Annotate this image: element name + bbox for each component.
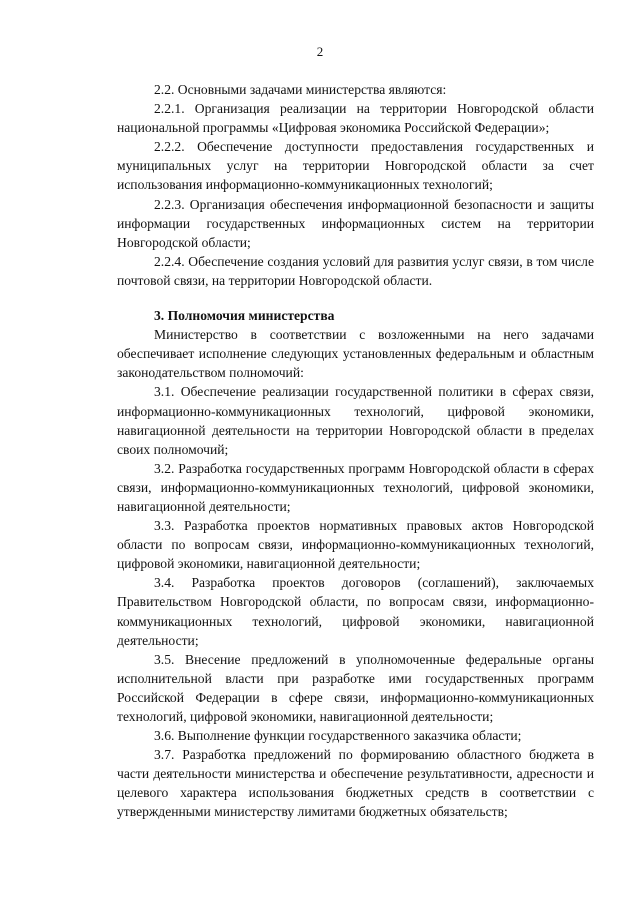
paragraph-3-4: 3.4. Разработка проектов договоров (соглашений), заключаемых Правительством Новгородской области, по вопросам связи, информационно-коммуникационных технологий, цифровой экономики, навигационной деятельности; <box>117 575 594 648</box>
paragraph-2-2: 2.2. Основными задачами министерства являются: <box>154 82 447 97</box>
paragraph-2-2-4: 2.2.4. Обеспечение создания условий для развития услуг связи, в том числе почтовой связи, на территории Новгородской области. <box>117 253 594 288</box>
paragraph-3-5: 3.5. Внесение предложений в уполномоченные федеральные органы исполнительной власти при разработке ими государственных программ Российской Федерации в сфере связи, информационно-коммуникационных технологий, цифровой экономики, навигационной деятельности; <box>117 651 594 724</box>
page-number: 2 <box>316 44 324 59</box>
paragraph-3-7: 3.7. Разработка предложений по формированию областного бюджета в части деятельности министерства и обеспечение результативности, адресности и целевого характера использования бюджетных средств в соответствии с утвержденными министерству лимитами бюджетных обязательств; <box>117 747 594 820</box>
paragraph-3-1: 3.1. Обеспечение реализации государственной политики в сферах связи, информационно-коммуникационных технологий, цифровой экономики, навигационной деятельности на территории Новгородской области в пределах своих полномочий; <box>117 384 594 457</box>
document-body <box>117 80 594 822</box>
paragraph-2-2-3: 2.2.3. Организация обеспечения информационной безопасности и защиты информации государственных информационных систем на территории Новгородской области; <box>117 196 594 250</box>
paragraph-2-2-2: 2.2.2. Обеспечение доступности предоставления государственных и муниципальных услуг на территории Новгородской области за счет использования информационно-коммуникационных технологий; <box>117 139 594 193</box>
paragraph-3-2: 3.2. Разработка государственных программ Новгородской области в сферах связи, информационно-коммуникационных технологий, цифровой экономики, навигационной деятельности; <box>117 460 594 514</box>
paragraph-3-3: 3.3. Разработка проектов нормативных правовых актов Новгородской области по вопросам связи, информационно-коммуникационных технологий, цифровой экономики, навигационной деятельности; <box>117 518 594 572</box>
paragraph-3-intro: Министерство в соответствии с возложенными на него задачами обеспечивает исполнение следующих установленных федеральным и областным законодательством полномочий: <box>117 327 594 381</box>
paragraph-2-2-1: 2.2.1. Организация реализации на территории Новгородской области национальной программы «Цифровая экономика Российской Федерации»; <box>117 101 594 136</box>
paragraph-3-6: 3.6. Выполнение функции государственного заказчика области; <box>154 728 522 744</box>
section-3-heading: 3. Полномочия министерства <box>154 308 335 324</box>
